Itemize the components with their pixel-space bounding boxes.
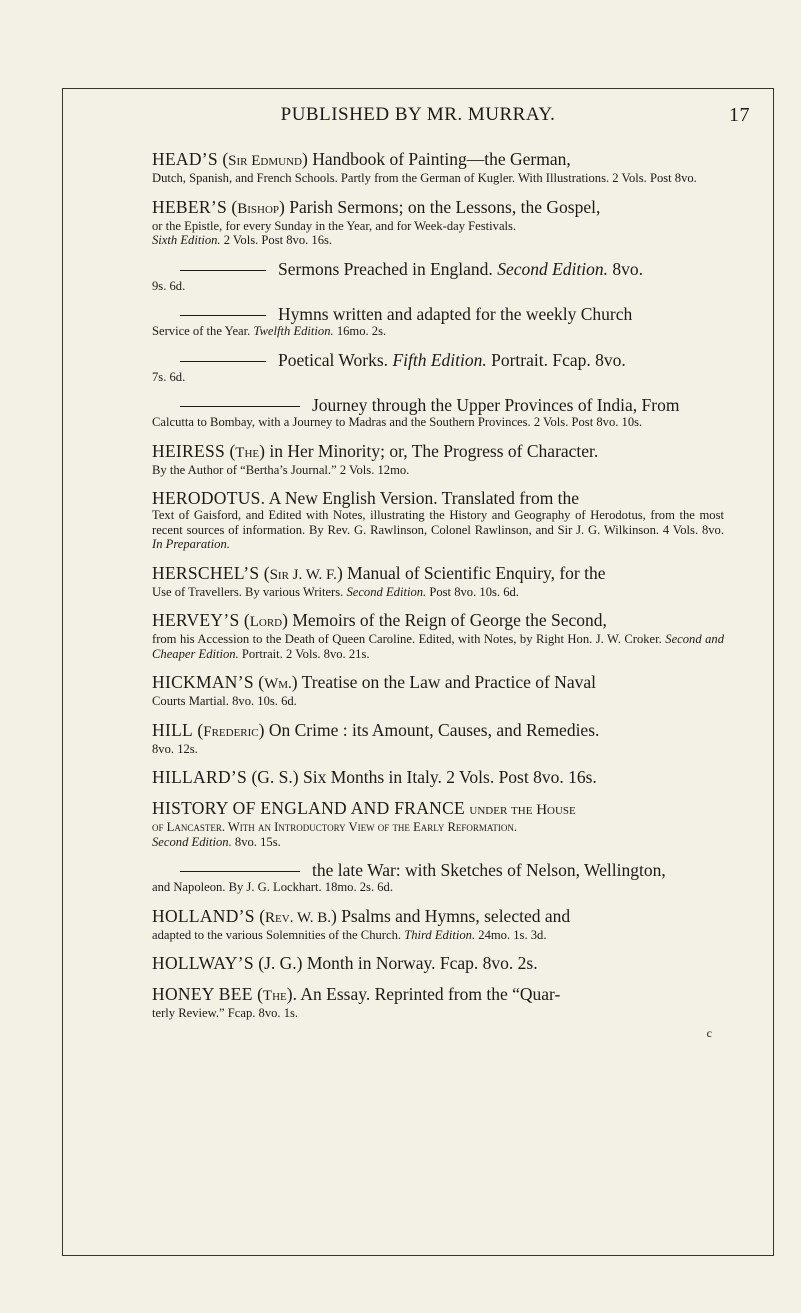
entry-edition: In Preparation. <box>152 537 230 551</box>
catalogue-entry: HOLLAND’S (Rev. W. B.) Psalms and Hymns, selected and adapted to the various Solemnities of the Church. Third Edition. 24mo. 1s. 3d. <box>152 905 571 942</box>
entry-details: Service of the Year. <box>152 324 251 338</box>
entry-details: Dutch, Spanish, and French Schools. Partly from the German of Kugler. With Illustrations. 2 Vols. Post 8vo. <box>152 171 697 185</box>
entry-details: 9s. 6d. <box>152 278 186 293</box>
running-header <box>62 104 774 126</box>
ditto-rule <box>180 270 266 271</box>
entry-edition: Sixth Edition. <box>152 233 221 247</box>
signature-mark: c <box>706 1025 712 1040</box>
entry-details: 7s. 6d. <box>152 369 186 384</box>
entry-qualifier: Frederic <box>203 723 259 740</box>
entry-author: HEBER’S <box>152 196 228 217</box>
entry-qualifier: Lord <box>249 614 283 630</box>
entry-qualifier: G. S. <box>257 767 293 787</box>
entry-details-tail: 16mo. 2s. <box>336 324 387 338</box>
entry-qualifier: Rev. W. B. <box>265 909 331 926</box>
catalogue-entry: HOLLWAY’S (J. G.) Month in Norway. Fcap. 8vo. 2s. <box>152 953 538 973</box>
catalogue-entry: HILL (Frederic) On Crime : its Amount, Causes, and Remedies. 8vo. 12s. <box>152 720 724 757</box>
entry-edition: Second Edition. <box>152 834 232 849</box>
entry-author: HEAD’S <box>152 149 218 169</box>
entry-edition: Third Edition. <box>404 927 476 942</box>
entry-title: in Her Minority; or, The Progress of Character. <box>269 440 599 461</box>
entry-author: HERSCHEL’S <box>152 562 260 583</box>
entry-details: 8vo. 12s. <box>152 741 198 756</box>
entry-author: HOLLWAY’S <box>152 953 254 973</box>
catalogue-entry: HICKMAN’S (Wm.) Treatise on the Law and Practice of Naval Courts Martial. 8vo. 10s. 6d. <box>152 672 724 709</box>
entry-title: Memoirs of the Reign of George the Second, <box>292 610 607 630</box>
entry-title: Handbook of Painting—the German, <box>312 149 571 169</box>
entry-qualifier: Sir Edmund <box>228 153 302 169</box>
entry-title: Month in Norway. Fcap. 8vo. 2s. <box>306 953 538 973</box>
entry-details-tail: 8vo. 15s. <box>234 834 281 849</box>
catalogue-entry: HILLARD’S (G. S.) Six Months in Italy. 2 Vols. Post 8vo. 16s. <box>152 767 597 787</box>
entry-details: terly Review.” Fcap. 8vo. 1s. <box>152 1006 299 1020</box>
entry-title: Sermons Preached in England. <box>278 258 493 279</box>
entry-author: HERVEY’S <box>152 610 240 630</box>
entry-title: under the House <box>469 802 576 818</box>
entry-author: HEIRESS <box>152 440 226 461</box>
entry-title: On Crime : its Amount, Causes, and Remedies. <box>268 719 600 740</box>
entry-title: Manual of Scientific Enquiry, for the <box>347 562 606 583</box>
entry-title: Hymns written and adapted for the weekly Church <box>278 304 633 324</box>
entry-title: Six Months in Italy. 2 Vols. Post 8vo. 16s. <box>302 767 597 787</box>
catalogue-entry: HONEY BEE (The). An Essay. Reprinted from the “Quar- terly Review.” Fcap. 8vo. 1s. <box>152 984 724 1021</box>
entry-details: or the Epistle, for every Sunday in the Year, and for Week-day Festivals. <box>152 218 517 233</box>
ditto-rule <box>180 406 300 407</box>
entry-details-tail: Post 8vo. 10s. 6d. <box>429 584 519 599</box>
catalogue-entry <box>152 860 724 895</box>
entry-details: Text of Gaisford, and Edited with Notes, illustrating the History and Geography of Herodotus, from the most recent sources of information. By Rev. G. Rawlinson, Colonel Rawlinson, and Sir J. G. Wilkinson. 4 Vols. 8vo. <box>152 508 724 537</box>
entry-edition: Twelfth Edition. <box>253 324 334 338</box>
entry-details: By the Author of “Bertha’s Journal.” 2 Vols. 12mo. <box>152 462 410 477</box>
entry-details: from his Accession to the Death of Queen Caroline. Edited, with Notes, by Right Hon. J. W. Croker. <box>152 632 662 646</box>
ditto-rule <box>180 361 266 362</box>
entry-author: HONEY BEE <box>152 984 253 1004</box>
header-title: PUBLISHED BY MR. MURRAY. <box>280 104 556 125</box>
entry-title: An Essay. Reprinted from the “Quar- <box>300 984 561 1004</box>
entry-qualifier: Sir J. W. F. <box>269 566 337 583</box>
catalogue-entry <box>152 798 724 849</box>
entry-details: adapted to the various Solemnities of the Church. <box>152 927 402 942</box>
entry-details-tail: 2 Vols. Post 8vo. 16s. <box>223 233 333 247</box>
entry-details-tail: Portrait. 2 Vols. 8vo. 21s. <box>241 646 370 661</box>
ditto-rule <box>180 315 266 316</box>
catalogue-entry: HERSCHEL’S (Sir J. W. F.) Manual of Scientific Enquiry, for the Use of Travellers. By various Writers. Second Edition. Post 8vo. 10s. 6d. <box>152 562 606 599</box>
entry-title: Psalms and Hymns, selected and <box>341 905 571 926</box>
entry-title-tail: Portrait. Fcap. 8vo. <box>491 349 626 370</box>
entry-qualifier: J. G. <box>264 953 297 973</box>
entry-author: HERODOTUS. <box>152 488 266 508</box>
catalogue-entry: HEBER’S (Bishop) Parish Sermons; on the Lessons, the Gospel, or the Epistle, for every Sunday in the Year, and for Week-day Festivals. Sixth Edition. 2 Vols. Post 8vo. 16s. <box>152 196 601 247</box>
catalogue-entry <box>152 304 724 339</box>
entry-title: the late War: with Sketches of Nelson, Wellington, <box>312 860 666 880</box>
entry-title: Journey through the Upper Provinces of India, From <box>312 395 680 415</box>
catalogue-entry <box>152 395 724 430</box>
entry-details: Use of Travellers. By various Writers. <box>152 584 344 599</box>
catalogue-entry <box>152 488 724 552</box>
entry-author: HILLARD’S <box>152 767 248 787</box>
entry-edition: Second Edition. <box>346 584 427 599</box>
entry-qualifier: Wm. <box>264 676 292 692</box>
catalogue-entry <box>152 350 724 385</box>
catalogue-entry: HERVEY’S (Lord) Memoirs of the Reign of George the Second, from his Accession to the Death of Queen Caroline. Edited, with Notes, by Right Hon. J. W. Croker. Second and Cheaper Edition. Portrait. 2 Vols. 8vo. 21s. <box>152 610 724 661</box>
entry-qualifier: Bishop <box>237 200 280 217</box>
entry-edition: Fifth Edition. <box>392 349 487 370</box>
entry-author: HILL <box>152 719 194 740</box>
entry-title: Parish Sermons; on the Lessons, the Gospel, <box>289 196 601 217</box>
entry-edition: Second and Cheaper Edition. <box>152 632 724 661</box>
entry-title: Treatise on the Law and Practice of Naval <box>301 672 596 692</box>
entry-edition: Second Edition. <box>497 258 608 279</box>
entry-title-tail: 8vo. <box>612 258 643 279</box>
entry-author: HOLLAND’S <box>152 905 255 926</box>
entry-details-tail: 24mo. 1s. 3d. <box>478 927 547 942</box>
page-number: 17 <box>729 104 750 126</box>
catalogue-entry: HEAD’S (Sir Edmund) Handbook of Painting—the German, Dutch, Spanish, and French Schools. Partly from the German of Kugler. With Illustrations. 2 Vols. Post 8vo. <box>152 149 724 186</box>
entry-qualifier: The <box>235 444 260 461</box>
entry-title: Poetical Works. <box>278 349 389 370</box>
catalogue-entry: HEIRESS (The) in Her Minority; or, The Progress of Character. By the Author of “Bertha’s Journal.” 2 Vols. 12mo. <box>152 441 724 478</box>
entry-details: Courts Martial. 8vo. 10s. 6d. <box>152 694 297 708</box>
entry-title: A New English Version. Translated from the <box>268 488 580 508</box>
entry-details: of Lancaster. With an Introductory View of the Early Reformation. <box>152 820 518 834</box>
entry-author: HICKMAN’S <box>152 672 254 692</box>
catalogue-entry <box>152 259 724 294</box>
entry-details: Calcutta to Bombay, with a Journey to Madras and the Southern Provinces. 2 Vols. Post 8vo. 10s. <box>152 415 643 429</box>
ditto-rule <box>180 871 300 872</box>
entry-qualifier: The <box>262 988 287 1004</box>
entry-author: HISTORY OF ENGLAND AND FRANCE <box>152 798 466 818</box>
entry-details: and Napoleon. By J. G. Lockhart. 18mo. 2s. 6d. <box>152 880 393 894</box>
catalogue-entries <box>152 149 724 1041</box>
